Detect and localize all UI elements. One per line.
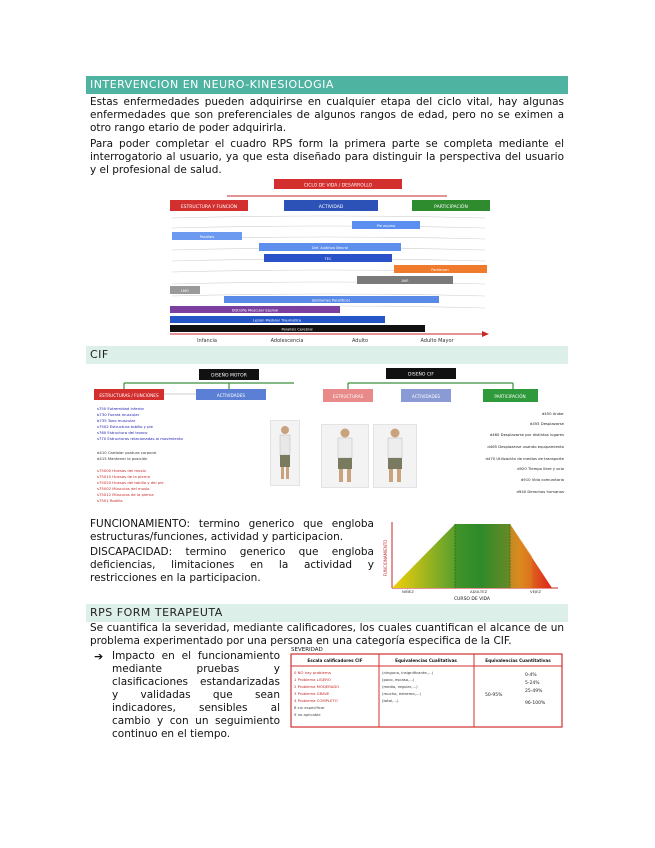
severity-col3-3: 50-95%: [485, 693, 503, 698]
timeline-bar-label-8: Sindromes Paralíticos: [311, 298, 351, 303]
cif-func-item-5: s760 Estructura del tronco: [97, 430, 148, 435]
timeline-bar-label-10: Lesion Medular Traumatica: [252, 318, 302, 323]
severity-col1-2: 2 Problema MODERADO: [294, 684, 340, 689]
timeline-figure: [167, 176, 492, 346]
section-header-cif: CIF: [86, 346, 568, 364]
timeline-header-text: CICLO DE VIDA / DESARROLLO: [303, 183, 373, 189]
timeline-bar-label-2: Paralisis: [199, 235, 215, 239]
severity-title: SEVERIDAD: [291, 647, 323, 653]
severity-col2-0: (ninguno, insignificante,...): [382, 670, 434, 675]
cif-activity-6: d920 Tiempo libre y ocio: [517, 466, 564, 471]
timeline-bar-label-1: Pie equino: [376, 224, 396, 228]
graph-tick-3: VEJEZ: [530, 589, 542, 594]
graph-xlabel: CURSO DE VIDA: [454, 597, 490, 602]
severity-header-1: Escala calificadores CIF: [307, 658, 363, 663]
section-header-neuro: INTERVENCION EN NEURO-KINESIOLOGIA: [86, 76, 568, 94]
severity-col3-0: 0-4%: [525, 673, 537, 678]
severity-col1-3: 3 Problema GRAVE: [294, 691, 330, 696]
severity-col3-1: 5-24%: [525, 681, 540, 686]
cif-func-red-5: s75012 Músculos de la pierna: [97, 492, 154, 497]
functioning-graph: [380, 518, 565, 603]
cif-func-red-2: s75010 Huesos de la pierna: [97, 474, 150, 479]
timeline-bar-label-5: Parkinson: [431, 268, 449, 272]
timeline-bar-label-11: Paralisis Cerebral: [281, 327, 313, 332]
cif-func-red-6: s7501 Rodilla: [97, 498, 123, 503]
severity-col1-1: 1 Problema LIGERO: [294, 677, 331, 682]
cif-funcionamiento-text: FUNCIONAMIENTO: termino generico que engloba estructuras/funciones, actividad y participacion.: [90, 518, 374, 543]
severity-col2-3: (mucho, extremo,...): [382, 691, 421, 696]
timeline-bar-label-7: LMO: [181, 289, 189, 293]
cif-right-box-participation-label: PARTICIPACIÓN: [494, 394, 526, 399]
timeline-bar-label-9: Distrofia Muscular Espinal: [231, 308, 279, 313]
cif-func-item-1: s750 Extremidad inferior: [97, 406, 145, 411]
severity-col2-4: (total,...): [382, 698, 399, 703]
cif-left-box-activities-label: ACTIVIDADES: [216, 393, 246, 398]
cif-activity-5: d470 Utilización de medios de transporte: [485, 456, 564, 461]
rps-bullet-text: Impacto en el funcionamiento mediante pruebas y clasificaciones estandarizadas y validadas que sean indicadores, sensibles al cambio y con un seguimiento continuo en el tiempo.: [112, 650, 280, 740]
cif-activity-7: d910 Vida comunitaria: [520, 477, 564, 482]
severity-col1-4: 4 Problema COMPLETO: [294, 698, 338, 703]
severity-header-3: Equivalencias Cuantitativas: [485, 658, 551, 663]
cif-func-item-3: b735 Tono muscular: [97, 418, 136, 423]
timeline-axis-4: Adulto Mayor: [420, 338, 454, 344]
neuro-paragraph-1: Estas enfermedades pueden adquirirse en cualquier etapa del ciclo vital, hay algunas enfermedades que son preferenciales de algunos rangos de edad, pero no se eximen a otro rango etario de poder adquirirla.: [90, 96, 564, 134]
severity-table: [289, 644, 564, 729]
cif-activity-8: d940 Derechos humanos: [516, 489, 564, 494]
cif-left-box-structures-label: ESTRUCTURAS / FUNCIONES: [99, 393, 159, 398]
graph-tick-1: NIÑEZ: [402, 589, 414, 594]
cif-func-item-4: s7502 Estructura tobillo y pie: [97, 424, 153, 429]
graph-tick-2: ADULTEZ: [470, 589, 488, 594]
cif-right-diagram: [318, 366, 568, 516]
cif-right-header-text: DISEÑO CIF: [408, 372, 434, 378]
cif-left-header-text: DISEÑO MOTOR: [211, 373, 247, 379]
timeline-bar-label-3: Def. Auditivo Neural: [311, 246, 349, 250]
cif-activity-2: d455 Desplazarse: [529, 421, 564, 426]
graph-ylabel: FUNCIONAMIENTO: [383, 539, 388, 577]
cif-func-extra-2: d415 Mantener la posición: [97, 456, 148, 461]
cif-activity-1: d450 Andar: [541, 411, 564, 416]
severity-col3-2: 25-49%: [525, 689, 543, 694]
cif-func-extra-1: d410 Cambiar postura corporal: [97, 450, 157, 455]
cif-right-box-activities-label: ACTIVIDADES: [411, 394, 441, 399]
cif-func-red-1: s75000 Huesos del muslo: [97, 468, 146, 473]
severity-col1-0: 0 NO hay problema: [294, 670, 331, 675]
cif-func-red-3: s75020 Huesos del tobillo y del pie: [97, 480, 164, 485]
timeline-axis-2: Adolescencia: [270, 338, 304, 344]
cif-func-item-2: b730 Fuerza muscular: [97, 412, 140, 417]
cif-discapacidad-text: DISCAPACIDAD: termino generico que engloba deficiencias, limitaciones en la actividad y restricciones en la participacion.: [90, 546, 374, 584]
person-icon: [274, 424, 296, 482]
severity-col1-5: 8 sin especificar: [294, 705, 325, 710]
timeline-axis-3: Adulto: [351, 338, 369, 344]
patient-photo-left: [270, 420, 300, 486]
cif-activity-3: d460 Desplazarse por distintos lugares: [489, 432, 564, 437]
timeline-box-structure-label: ESTRUCTURA Y FUNCIÓN: [180, 205, 238, 210]
severity-col1-6: 9 no aplicable: [294, 712, 321, 717]
severity-header-2: Equivalencias Cualitativas: [395, 658, 457, 663]
cif-activity-4: d465 Desplazarse usando equipamiento: [487, 444, 564, 449]
severity-col2-2: (medio, regular,...): [382, 684, 418, 689]
timeline-bar-label-4: TEC: [324, 257, 332, 261]
severity-col2-1: (poco, escaso,...): [382, 677, 415, 682]
timeline-axis-1: Infancia: [197, 338, 217, 344]
cif-func-item-6: s770 Estructuras relacionadas al movimiento: [97, 436, 183, 441]
timeline-bar-label-6: AVE: [401, 279, 409, 283]
rps-paragraph-1: Se cuantifica la severidad, mediante calificadores, los cuales cuantifican el alcance de un problema experimentado por una persona en una categoría especifica de la CIF.: [90, 622, 564, 647]
timeline-box-participation-label: PARTICIPACIÓN: [434, 205, 468, 210]
severity-col3-4: 96-100%: [525, 701, 546, 706]
neuro-paragraph-2: Para poder completar el cuadro RPS form la primera parte se completa mediante el interrogatorio al usuario, ya que esta diseñado para distinguir la perspectiva del usuario y el profesional de salud.: [90, 138, 564, 176]
cif-func-red-4: s75002 Músculos del muslo: [97, 486, 150, 491]
arrow-bullet-icon: ➔: [94, 650, 104, 663]
section-header-rps: RPS FORM TERAPEUTA: [86, 604, 568, 622]
cif-right-box-structures-label: ESTRUCTURAS: [332, 394, 364, 399]
timeline-box-activity-label: ACTIVIDAD: [318, 205, 344, 210]
